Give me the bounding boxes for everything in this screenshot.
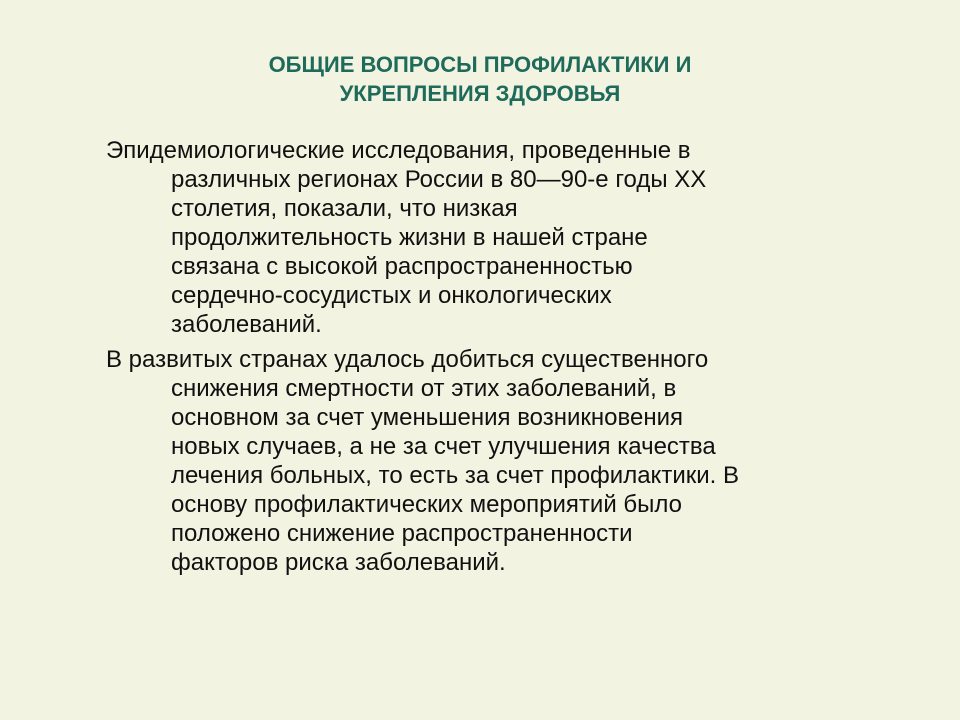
- paragraph-line: сердечно-сосудистых и онкологических: [171, 282, 612, 309]
- paragraph-line: продолжительность жизни в нашей стране: [171, 224, 648, 251]
- slide-body: [106, 136, 896, 583]
- paragraph-line: факторов риска заболеваний.: [171, 549, 506, 576]
- paragraph-epidemiology: [106, 136, 896, 339]
- slide-title-line-2: УКРЕПЛЕНИЯ ЗДОРОВЬЯ: [339, 81, 621, 106]
- slide-title: [160, 50, 800, 108]
- paragraph-developed-countries: [106, 345, 896, 577]
- paragraph-line: основу профилактических мероприятий было: [171, 491, 683, 518]
- slide-title-line-1: ОБЩИЕ ВОПРОСЫ ПРОФИЛАКТИКИ И: [268, 52, 692, 77]
- paragraph-line: В развитых странах удалось добиться существенного: [106, 346, 709, 373]
- paragraph-line: Эпидемиологические исследования, проведенные в: [106, 137, 691, 164]
- paragraph-line: снижения смертности от этих заболеваний, в: [171, 375, 677, 402]
- paragraph-line: столетия, показали, что низкая: [171, 195, 518, 222]
- paragraph-line: связана с высокой распространенностью: [171, 253, 633, 280]
- paragraph-line: лечения больных, то есть за счет профилактики. В: [171, 462, 739, 489]
- paragraph-line: различных регионах России в 80—90-е годы XX: [171, 166, 707, 193]
- paragraph-line: заболеваний.: [171, 311, 322, 338]
- paragraph-line: основном за счет уменьшения возникновения: [171, 404, 684, 431]
- paragraph-line: положено снижение распространенности: [171, 520, 633, 547]
- paragraph-line: новых случаев, а не за счет улучшения качества: [171, 433, 716, 460]
